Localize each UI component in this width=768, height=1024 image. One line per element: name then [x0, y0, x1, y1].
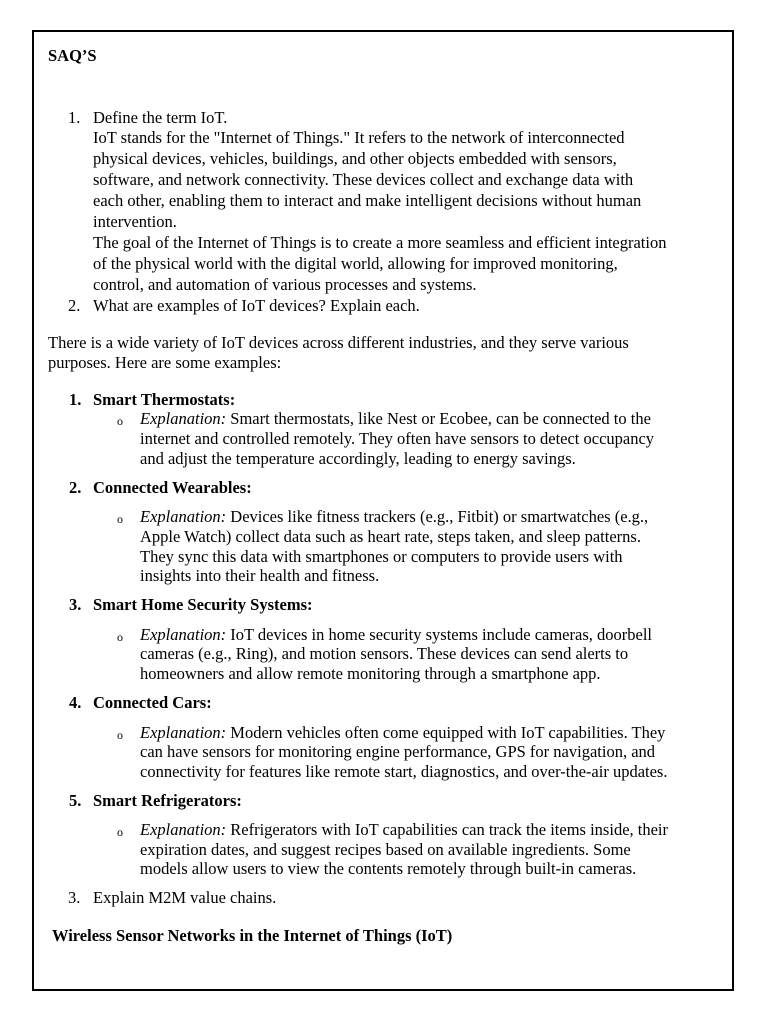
example-explanation-line: They sync this data with smartphones or computers to provide users with	[140, 547, 623, 566]
example-explanation-line: cameras (e.g., Ring), and motion sensors. These devices can send alerts to	[140, 644, 629, 663]
example-explanation-line	[140, 409, 651, 429]
bullet-icon: o	[117, 630, 123, 644]
page-frame	[32, 30, 734, 991]
intro-line: There is a wide variety of IoT devices across different industries, and they serve various	[48, 333, 629, 352]
explanation-label: Explanation:	[140, 409, 227, 428]
explanation-text: Modern vehicles often come equipped with IoT capabilities. They	[226, 723, 666, 742]
q1-question: Define the term IoT.	[93, 108, 228, 127]
example-explanation-line: internet and controlled remotely. They often have sensors to detect occupancy	[140, 429, 655, 448]
example-title: Smart Thermostats:	[93, 390, 236, 409]
example-title: Smart Refrigerators:	[93, 791, 242, 810]
example-explanation-line: insights into their health and fitness.	[140, 566, 380, 585]
bullet-icon: o	[117, 825, 123, 839]
q1-answer-line: each other, enabling them to interact and make intelligent decisions without human	[93, 191, 642, 210]
example-number: 1.	[69, 390, 82, 409]
example-title: Smart Home Security Systems:	[93, 595, 313, 614]
q1-answer-line: intervention.	[93, 212, 177, 231]
example-explanation-line: can have sensors for monitoring engine performance, GPS for navigation, and	[140, 742, 656, 761]
example-explanation-line: and adjust the temperature accordingly, leading to energy savings.	[140, 449, 576, 468]
explanation-text: IoT devices in home security systems include cameras, doorbell	[226, 625, 652, 644]
example-explanation-line: models allow users to view the contents remotely through built-in cameras.	[140, 859, 637, 878]
example-explanation-line	[140, 723, 665, 743]
example-explanation-line	[140, 625, 652, 645]
explanation-label: Explanation:	[140, 820, 227, 839]
q2-question: What are examples of IoT devices? Explain each.	[93, 296, 420, 315]
q1-answer-line: control, and automation of various processes and systems.	[93, 275, 477, 294]
example-explanation-line: connectivity for features like remote start, diagnostics, and over-the-air updates.	[140, 762, 668, 781]
q1-answer-line: The goal of the Internet of Things is to create a more seamless and efficient integration	[93, 233, 667, 252]
example-explanation-line: Apple Watch) collect data such as heart rate, steps taken, and sleep patterns.	[140, 527, 641, 546]
q1-answer-line: IoT stands for the "Internet of Things." It refers to the network of interconnected	[93, 128, 625, 147]
bullet-icon: o	[117, 512, 123, 526]
example-explanation-line	[140, 820, 668, 840]
q1-number: 1.	[68, 108, 81, 127]
section-heading: Wireless Sensor Networks in the Internet of Things (IoT)	[52, 926, 453, 945]
example-number: 4.	[69, 693, 82, 712]
example-title: Connected Wearables:	[93, 478, 252, 497]
q1-answer-line: of the physical world with the digital world, allowing for improved monitoring,	[93, 254, 618, 273]
q3-number: 3.	[68, 888, 81, 907]
explanation-text: Smart thermostats, like Nest or Ecobee, can be connected to the	[226, 409, 651, 428]
q1-answer-line: software, and network connectivity. These devices collect and exchange data with	[93, 170, 634, 189]
page-heading: SAQ’S	[48, 46, 97, 65]
bullet-icon: o	[117, 414, 123, 428]
q3-question: Explain M2M value chains.	[93, 888, 277, 907]
example-explanation-line: homeowners and allow remote monitoring through a smartphone app.	[140, 664, 601, 683]
explanation-label: Explanation:	[140, 507, 227, 526]
explanation-text: Refrigerators with IoT capabilities can track the items inside, their	[226, 820, 668, 839]
example-explanation-line	[140, 507, 648, 527]
intro-line: purposes. Here are some examples:	[48, 353, 282, 372]
example-number: 2.	[69, 478, 82, 497]
q2-number: 2.	[68, 296, 81, 315]
example-title: Connected Cars:	[93, 693, 212, 712]
bullet-icon: o	[117, 728, 123, 742]
explanation-label: Explanation:	[140, 723, 227, 742]
explanation-label: Explanation:	[140, 625, 227, 644]
explanation-text: Devices like fitness trackers (e.g., Fitbit) or smartwatches (e.g.,	[226, 507, 649, 526]
example-number: 5.	[69, 791, 82, 810]
q1-answer-line: physical devices, vehicles, buildings, and other objects embedded with sensors,	[93, 149, 617, 168]
example-number: 3.	[69, 595, 82, 614]
example-explanation-line: expiration dates, and suggest recipes based on available ingredients. Some	[140, 840, 631, 859]
